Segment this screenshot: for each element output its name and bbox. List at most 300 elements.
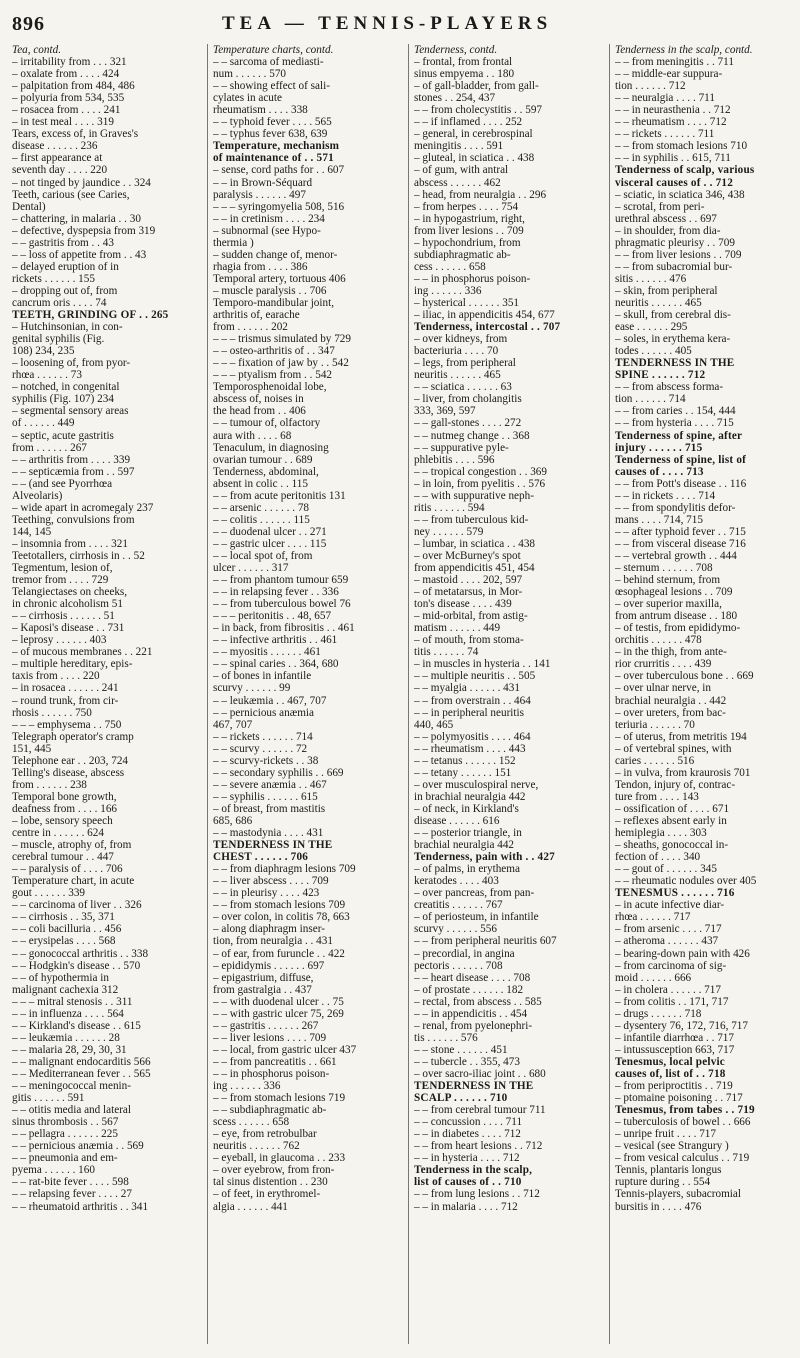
- index-entry: scess . . . . . . 658: [213, 1116, 290, 1129]
- index-entry: – – in Brown-Séquard: [213, 176, 313, 189]
- index-entry: scurvy . . . . . . 556: [414, 923, 497, 936]
- index-entry: Tenderness, abdominal,: [213, 465, 319, 478]
- index-entry: genital syphilis (Fig.: [12, 333, 105, 346]
- index-entry: Temporal bone growth,: [12, 790, 117, 803]
- index-entry: – – from caries . . 154, 444: [615, 405, 736, 418]
- index-entry: – – meningococcal menin-: [12, 1080, 131, 1093]
- index-entry: – epididymis . . . . . . 697: [213, 959, 325, 972]
- index-entry: – rectal, from abscess . . 585: [414, 995, 542, 1008]
- index-entry: – – posterior triangle, in: [414, 827, 522, 840]
- index-entry: rhœa . . . . . . 717: [615, 911, 691, 924]
- index-entry: – – colitis . . . . . . 115: [213, 513, 310, 526]
- index-entry: from . . . . . . 267: [12, 441, 87, 454]
- index-heading: SCALP . . . . . . 710: [414, 1092, 508, 1105]
- index-entry: – segmental sensory areas: [12, 405, 129, 418]
- index-entry: – – – emphysema . . 750: [12, 718, 122, 731]
- index-entry: – – in malaria . . . . 712: [414, 1200, 518, 1213]
- index-entry: – – erysipelas . . . . 568: [12, 935, 116, 948]
- index-entry: neuritis . . . . . . 762: [213, 1140, 300, 1153]
- index-entry: – – with gastric ulcer 75, 269: [213, 1007, 344, 1020]
- index-entry: – in back, from fibrositis . . 461: [213, 622, 355, 635]
- index-entry: – legs, from peripheral: [414, 357, 516, 370]
- index-entry: mans . . . . 714, 715: [615, 513, 703, 526]
- index-entry: – – from stomach lesions 710: [615, 140, 748, 153]
- index-entry: – – from visceral disease 716: [615, 537, 746, 550]
- index-entry: – over ureters, from bac-: [615, 706, 726, 719]
- index-heading: TENDERNESS IN THE: [414, 1080, 534, 1093]
- index-entry: – – rheumatoid arthritis . . 341: [12, 1200, 149, 1213]
- index-entry: 108) 234, 235: [12, 345, 75, 358]
- index-entry: – – subdiaphragmatic ab-: [213, 1104, 327, 1117]
- index-entry: – in the thigh, from ante-: [615, 646, 727, 659]
- index-entry: – of mucous membranes . . 221: [12, 646, 153, 659]
- index-entry: – – – ptyalism from . . 542: [213, 369, 333, 382]
- index-entry: – behind sternum, from: [615, 574, 721, 587]
- index-entry: – – myositis . . . . . . 461: [213, 646, 321, 659]
- index-entry: abscess of, noises in: [213, 393, 304, 406]
- index-entry: pyema . . . . . . 160: [12, 1164, 95, 1177]
- index-entry: – – pneumonia and em-: [12, 1152, 118, 1165]
- index-entry: – – carcinoma of liver . . 326: [12, 899, 142, 912]
- index-entry: – – myalgia . . . . . . 431: [414, 682, 520, 695]
- index-entry: – – from tuberculous kid-: [414, 513, 529, 526]
- index-entry: – – nutmeg change . . 368: [414, 429, 530, 442]
- index-entry: ritis . . . . . . 594: [414, 501, 485, 514]
- index-heading: visceral causes of . . 712: [615, 176, 733, 189]
- index-column-1: [12, 44, 200, 1344]
- index-entry: Tegmentum, lesion of,: [12, 562, 113, 575]
- index-entry: – not tinged by jaundice . . 324: [12, 176, 151, 189]
- index-entry: – of uterus, from metritis 194: [615, 730, 747, 743]
- index-entry: – – – peritonitis . . 48, 657: [213, 610, 332, 623]
- index-entry: – – from heart lesions . . 712: [414, 1140, 543, 1153]
- index-entry: – sense, cord paths for . . 607: [213, 164, 345, 177]
- index-entry: – – in hysteria . . . . 712: [414, 1152, 520, 1165]
- index-entry: – – malaria 28, 29, 30, 31: [12, 1043, 127, 1056]
- index-heading: causes of . . . . 713: [615, 465, 704, 478]
- index-entry: Dental): [12, 200, 46, 213]
- index-entry: rhagia from . . . . 386: [213, 260, 308, 273]
- index-heading: CHEST . . . . . . 706: [213, 851, 309, 864]
- index-entry: – hypochondrium, from: [414, 236, 521, 249]
- index-entry: – – leukæmia . . 467, 707: [213, 694, 327, 707]
- index-entry: brachial neuralgia 442: [414, 839, 515, 852]
- index-entry: – – middle-ear suppura-: [615, 68, 723, 81]
- index-entry: – – if inflamed . . . . 252: [414, 116, 523, 129]
- index-entry: – – – syringomyelia 508, 516: [213, 200, 345, 213]
- index-entry: abscess . . . . . . 462: [414, 176, 501, 189]
- index-entry: sinus thrombosis . . 567: [12, 1116, 119, 1129]
- index-entry: deafness from . . . . 166: [12, 802, 118, 815]
- index-entry: – liver, from cholangitis: [414, 393, 522, 406]
- index-entry: from gastralgia . . 437: [213, 983, 312, 996]
- index-entry: neuritis . . . . . . 465: [615, 296, 702, 309]
- index-entry: – – in influenza . . . . 564: [12, 1007, 124, 1020]
- index-entry: – epigastrium, diffuse,: [213, 971, 314, 984]
- index-entry: – – cirrhosis . . 35, 371: [12, 911, 115, 924]
- index-entry: – – from cerebral tumour 711: [414, 1104, 546, 1117]
- index-entry: from . . . . . . 238: [12, 778, 87, 791]
- index-entry: – – Mediterranean fever . . 565: [12, 1067, 151, 1080]
- index-entry: ovarian tumour . . 689: [213, 453, 313, 466]
- index-entry: – from vesical calculus . . 719: [615, 1152, 750, 1165]
- index-entry: – sheaths, gonococcal in-: [615, 839, 729, 852]
- index-entry: – – heart disease . . . . 708: [414, 971, 531, 984]
- index-entry: – dropping out of, from: [12, 284, 118, 297]
- index-entry: in chronic alcoholism 51: [12, 598, 123, 611]
- index-entry: – – in pleurisy . . . . 423: [213, 887, 320, 900]
- index-entry: – skull, from cerebral dis-: [615, 309, 731, 322]
- index-entry: tis . . . . . . 576: [414, 1031, 478, 1044]
- index-entry: caries . . . . . . 516: [615, 754, 695, 767]
- index-heading: Tenderness in the scalp,: [414, 1164, 533, 1177]
- index-entry: – in test meal . . . . 319: [12, 116, 114, 129]
- index-heading: list of causes of . . 710: [414, 1176, 522, 1189]
- index-entry: – vesical (see Strangury ): [615, 1140, 729, 1153]
- index-entry: – from arsenic . . . . 717: [615, 923, 722, 936]
- continued-heading: Tea, contd.: [12, 44, 61, 56]
- index-entry: – over musculospiral nerve,: [414, 778, 539, 791]
- index-entry: – – concussion . . . . 711: [414, 1116, 523, 1129]
- index-entry: sitis . . . . . . 476: [615, 272, 687, 285]
- index-entry: stones . . 254, 437: [414, 92, 496, 105]
- index-entry: Telephone ear . . 203, 724: [12, 754, 129, 767]
- index-entry: – – scurvy . . . . . . 72: [213, 742, 308, 755]
- index-entry: – head, from neuralgia . . 296: [414, 188, 547, 201]
- index-entry: – of metatarsus, in Mor-: [414, 586, 523, 599]
- index-entry: pectoris . . . . . . 708: [414, 959, 503, 972]
- index-column-4: [615, 44, 800, 1344]
- index-entry: keratodes . . . . 403: [414, 875, 499, 888]
- index-entry: – – after typhoid fever . . 715: [615, 525, 746, 538]
- index-entry: – – from abscess forma-: [615, 381, 724, 394]
- index-entry: ing . . . . . . 336: [213, 1080, 281, 1093]
- index-entry: – – duodenal ulcer . . 271: [213, 525, 327, 538]
- index-entry: – – tumour of, olfactory: [213, 417, 321, 430]
- index-entry: – of neck, in Kirkland's: [414, 802, 519, 815]
- index-entry: – – rickets . . . . . . 711: [615, 128, 715, 141]
- index-entry: – mastoid . . . . 202, 597: [414, 574, 523, 587]
- index-entry: – – sarcoma of mediasti-: [213, 56, 324, 69]
- index-entry: – drugs . . . . . . 718: [615, 1007, 702, 1020]
- index-entry: rupture during . . 554: [615, 1176, 711, 1189]
- index-entry: – – rickets . . . . . . 714: [213, 730, 313, 743]
- index-entry: – – severe anæmia . . 467: [213, 778, 327, 791]
- index-entry: – of bones in infantile: [213, 670, 312, 683]
- index-entry: – – (and see Pyorrhœa: [12, 477, 113, 490]
- index-entry: absent in colic . . 115: [213, 477, 308, 490]
- index-entry: – over pancreas, from pan-: [414, 887, 535, 900]
- index-entry: – over eyebrow, from fron-: [213, 1164, 335, 1177]
- index-entry: – muscle paralysis . . 706: [213, 284, 327, 297]
- index-entry: – – relapsing fever . . . . 27: [12, 1188, 132, 1201]
- index-entry: Alveolaris): [12, 489, 63, 502]
- index-heading: SPINE . . . . . . 712: [615, 369, 706, 382]
- index-entry: cancrum oris . . . . 74: [12, 296, 107, 309]
- index-entry: – over superior maxilla,: [615, 598, 722, 611]
- index-entry: – of palms, in erythema: [414, 863, 520, 876]
- index-entry: – – Hodgkin's disease . . 570: [12, 959, 141, 972]
- index-entry: – septic, acute gastritis: [12, 429, 114, 442]
- index-entry: – over colon, in colitis 78, 663: [213, 911, 350, 924]
- index-entry: – – from tuberculous bowel 76: [213, 598, 351, 611]
- index-entry: centre in . . . . . . 624: [12, 827, 104, 840]
- index-entry: – iliac, in appendicitis 454, 677: [414, 309, 555, 322]
- index-entry: – – arthritis from . . . . 339: [12, 453, 131, 466]
- index-entry: – from colitis . . 171, 717: [615, 995, 729, 1008]
- index-entry: cerebral tumour . . 447: [12, 851, 114, 864]
- index-entry: from liver lesions . . 709: [414, 224, 524, 237]
- index-entry: bursitis in . . . . 476: [615, 1200, 702, 1213]
- index-entry: – – in phosphorus poison-: [213, 1067, 330, 1080]
- index-entry: – along diaphragm inser-: [213, 923, 325, 936]
- index-entry: – rosacea from . . . . 241: [12, 104, 121, 117]
- index-column-3: [414, 44, 602, 1344]
- index-entry: Tennis, plantaris longus: [615, 1164, 722, 1177]
- index-entry: – – scurvy-rickets . . 38: [213, 754, 319, 767]
- index-entry: – – in peripheral neuritis: [414, 706, 524, 719]
- index-entry: – – from overstrain . . 464: [414, 694, 531, 707]
- index-entry: 685, 686: [213, 815, 253, 827]
- index-entry: – – gall-stones . . . . 272: [414, 417, 522, 430]
- index-entry: – general, in cerebrospinal: [414, 128, 533, 141]
- index-heading: Temperature, mechanism: [213, 140, 340, 153]
- index-entry: – round trunk, from cir-: [12, 694, 119, 707]
- index-entry: – – from pancreatitis . . 661: [213, 1055, 337, 1068]
- index-entry: ture from . . . . 143: [615, 790, 699, 803]
- index-entry: – Kaposi's disease . . 731: [12, 622, 125, 635]
- running-title: TEA — TENNIS-PLAYERS: [222, 13, 553, 34]
- index-entry: – – – trismus simulated by 729: [213, 333, 351, 346]
- index-entry: – defective, dyspepsia from 319: [12, 224, 156, 237]
- index-entry: todes . . . . . . 405: [615, 345, 692, 358]
- index-entry: – – in relapsing fever . . 336: [213, 586, 339, 599]
- index-entry: – – from diaphragm lesions 709: [213, 863, 356, 876]
- index-entry: – eye, from retrobulbar: [213, 1128, 317, 1141]
- index-entry: – muscle, atrophy of, from: [12, 839, 132, 852]
- index-entry: – irritability from . . . 321: [12, 56, 127, 69]
- index-entry: titis . . . . . . 74: [414, 646, 479, 659]
- index-entry: – of gum, with antral: [414, 164, 509, 177]
- index-entry: – ptomaine poisoning . . 717: [615, 1092, 743, 1105]
- index-entry: teriuria . . . . . . 70: [615, 718, 695, 731]
- index-entry: – – in diabetes . . . . 712: [414, 1128, 521, 1141]
- index-entry: ulcer . . . . . . 317: [213, 562, 289, 575]
- index-entry: the head from . . 406: [213, 405, 306, 418]
- index-entry: – sciatic, in sciatica 346, 438: [615, 188, 745, 201]
- page-number: 896: [12, 13, 45, 35]
- index-entry: Teetotallers, cirrhosis in . . 52: [12, 549, 145, 562]
- index-entry: ton's disease . . . . 439: [414, 598, 512, 611]
- index-entry: – – rat-bite fever . . . . 598: [12, 1176, 129, 1189]
- page-header: [0, 0, 800, 36]
- index-columns: [12, 44, 798, 1344]
- index-entry: Tendon, injury of, contrac-: [615, 778, 736, 791]
- index-entry: – notched, in congenital: [12, 381, 120, 394]
- index-entry: – of feet, in erythromel-: [213, 1188, 321, 1201]
- index-entry: – – showing effect of sali-: [213, 80, 330, 93]
- index-entry: – – of hypothermia in: [12, 971, 109, 984]
- index-heading: injury . . . . . . 715: [615, 441, 703, 454]
- index-heading: Tenesmus, from tabes . . 719: [615, 1104, 755, 1117]
- index-entry: – over ulnar nerve, in: [615, 682, 711, 695]
- index-entry: – – from cholecystitis . . 597: [414, 104, 543, 117]
- index-entry: Temperature chart, in acute: [12, 875, 135, 888]
- index-entry: – – multiple neuritis . . 505: [414, 670, 536, 683]
- index-entry: – – in syphilis . . 615, 711: [615, 152, 731, 165]
- index-entry: moid . . . . . . 666: [615, 971, 692, 984]
- index-entry: – – tropical congestion . . 369: [414, 465, 547, 478]
- index-entry: – chattering, in malaria . . 30: [12, 212, 141, 225]
- index-entry: – of breast, from mastitis: [213, 802, 326, 815]
- index-entry: 440, 465: [414, 718, 454, 731]
- index-entry: – in shoulder, from dia-: [615, 224, 721, 237]
- index-entry: – – polymyositis . . . . 464: [414, 730, 531, 743]
- index-entry: – in hypogastrium, right,: [414, 212, 525, 225]
- index-heading: Tenderness, pain with . . 427: [414, 851, 555, 864]
- index-entry: – of vertebral spines, with: [615, 742, 732, 755]
- index-entry: – – vertebral growth . . 444: [615, 549, 737, 562]
- index-entry: disease . . . . . . 236: [12, 140, 98, 153]
- index-entry: – – rheumatic nodules over 405: [615, 875, 757, 888]
- index-entry: – lobe, sensory speech: [12, 815, 113, 827]
- index-entry: taxis from . . . . 220: [12, 670, 100, 683]
- index-entry: – – gonococcal arthritis . . 338: [12, 947, 149, 960]
- index-entry: – frontal, from frontal: [414, 56, 513, 69]
- index-entry: of . . . . . . 449: [12, 417, 75, 430]
- index-entry: – polyuria from 534, 535: [12, 92, 125, 105]
- index-entry: – insomnia from . . . . 321: [12, 537, 128, 550]
- index-entry: – Hutchinsonian, in con-: [12, 321, 123, 334]
- index-entry: – – – mitral stenosis . . 311: [12, 995, 133, 1008]
- index-entry: – – neuralgia . . . . 711: [615, 92, 715, 105]
- index-entry: – – mastodynia . . . . 431: [213, 827, 324, 840]
- index-entry: disease . . . . . . 616: [414, 815, 500, 827]
- index-entry: – – malignant endocarditis 566: [12, 1055, 151, 1068]
- index-entry: – – – fixation of jaw by . . 542: [213, 357, 349, 370]
- index-entry: – subnormal (see Hypo-: [213, 224, 321, 237]
- index-entry: – in vulva, from kraurosis 701: [615, 766, 751, 779]
- index-entry: tremor from . . . . 729: [12, 574, 109, 587]
- index-entry: – of ear, from furuncle . . 422: [213, 947, 345, 960]
- index-entry: Telegraph operator's cramp: [12, 730, 134, 743]
- index-entry: – delayed eruption of in: [12, 260, 119, 273]
- index-heading: TEETH, GRINDING OF . . 265: [12, 309, 169, 322]
- column-rule: [408, 44, 409, 1344]
- index-column-2: [213, 44, 401, 1344]
- index-entry: ease . . . . . . 295: [615, 321, 688, 334]
- index-entry: algia . . . . . . 441: [213, 1200, 288, 1213]
- index-entry: – – septicæmia from . . 597: [12, 465, 135, 478]
- index-entry: – in loin, from pyelitis . . 576: [414, 477, 546, 490]
- index-entry: – wide apart in acromegaly 237: [12, 501, 154, 514]
- index-entry: – – liver abscess . . . . 709: [213, 875, 329, 888]
- index-entry: aura with . . . . 68: [213, 429, 292, 442]
- index-entry: – – with duodenal ulcer . . 75: [213, 995, 344, 1008]
- index-entry: Temporal artery, tortuous 406: [213, 272, 346, 285]
- index-entry: tal sinus distention . . 230: [213, 1176, 328, 1189]
- index-entry: rior crurritis . . . . 439: [615, 658, 712, 671]
- index-entry: – – local spot of, from: [213, 549, 313, 562]
- index-entry: – infantile diarrhœa . . 717: [615, 1031, 734, 1044]
- index-entry: – – pellagra . . . . . . 225: [12, 1128, 118, 1141]
- index-entry: – – from Pott's disease . . 116: [615, 477, 747, 490]
- index-heading: Tenderness of spine, list of: [615, 453, 747, 466]
- index-entry: – – syphilis . . . . . . 615: [213, 790, 318, 803]
- index-entry: – over tuberculous bone . . 669: [615, 670, 754, 683]
- index-entry: from . . . . . . 202: [213, 321, 288, 334]
- index-entry: œsophageal lesions . . 709: [615, 586, 733, 599]
- index-entry: – from carcinoma of sig-: [615, 959, 727, 972]
- index-entry: rickets . . . . . . 155: [12, 272, 95, 285]
- index-entry: – in acute infective diar-: [615, 899, 725, 912]
- index-entry: – hysterical . . . . . . 351: [414, 296, 520, 309]
- index-entry: – over McBurney's spot: [414, 549, 521, 562]
- index-entry: – – cirrhosis . . . . . . 51: [12, 610, 115, 623]
- index-entry: 333, 369, 597: [414, 405, 476, 418]
- index-entry: – tuberculosis of bowel . . 666: [615, 1116, 751, 1129]
- index-entry: – – typhoid fever . . . . 565: [213, 116, 332, 129]
- index-heading: of maintenance of . . 571: [213, 152, 334, 165]
- index-entry: Temporosphenoidal lobe,: [213, 381, 327, 394]
- index-heading: TENESMUS . . . . . . 716: [615, 887, 735, 900]
- index-entry: in brachial neuralgia 442: [414, 790, 526, 803]
- index-entry: phlebitis . . . . 596: [414, 453, 495, 466]
- index-entry: scurvy . . . . . . 99: [213, 682, 291, 695]
- index-entry: sinus empyema . . 180: [414, 68, 515, 81]
- index-entry: phragmatic pleurisy . . 709: [615, 236, 735, 249]
- index-entry: – mid-orbital, from astig-: [414, 610, 528, 623]
- index-entry: – – paralysis of . . . . 706: [12, 863, 123, 876]
- index-entry: – – infective arthritis . . 461: [213, 634, 338, 647]
- index-entry: – – arsenic . . . . . . 78: [213, 501, 310, 514]
- index-entry: 144, 145: [12, 525, 52, 538]
- index-entry: – reflexes absent early in: [615, 815, 727, 827]
- index-entry: orchitis . . . . . . 478: [615, 634, 702, 647]
- index-entry: – precordial, in angina: [414, 947, 515, 960]
- index-entry: hemiplegia . . . . 303: [615, 827, 707, 840]
- index-entry: – sudden change of, menor-: [213, 248, 338, 261]
- index-entry: – – from stomach lesions 719: [213, 1092, 346, 1105]
- index-entry: – – stone . . . . . . 451: [414, 1043, 508, 1056]
- index-entry: – – pernicious anæmia . . 569: [12, 1140, 144, 1153]
- index-entry: – – from lung lesions . . 712: [414, 1188, 540, 1201]
- index-entry: – atheroma . . . . . . 437: [615, 935, 719, 948]
- index-entry: Tenaculum, in diagnosing: [213, 441, 329, 454]
- index-entry: bacteriuria . . . . 70: [414, 345, 499, 358]
- index-entry: fection of . . . . 340: [615, 851, 701, 864]
- index-entry: tion . . . . . . 714: [615, 393, 686, 406]
- index-entry: urethral abscess . . 697: [615, 212, 717, 225]
- index-entry: thermia ): [213, 236, 254, 249]
- index-entry: – sternum . . . . . . 708: [615, 562, 713, 575]
- index-entry: Teething, convulsions from: [12, 513, 135, 526]
- continued-heading: Tenderness in the scalp, contd.: [615, 44, 753, 56]
- index-entry: – – in appendicitis . . 454: [414, 1007, 528, 1020]
- index-entry: – scrotal, from peri-: [615, 200, 705, 213]
- index-entry: from appendicitis 451, 454: [414, 562, 535, 575]
- index-entry: Telling's disease, abscess: [12, 766, 125, 779]
- index-entry: arthritis of, earache: [213, 309, 300, 322]
- index-entry: Teeth, carious (see Caries,: [12, 188, 130, 201]
- index-entry: – – from stomach lesions 709: [213, 899, 346, 912]
- index-entry: – – leukæmia . . . . . . 28: [12, 1031, 120, 1044]
- index-entry: cylates in acute: [213, 92, 282, 105]
- index-entry: – loosening of, from pyor-: [12, 357, 131, 370]
- index-entry: – soles, in erythema kera-: [615, 333, 731, 346]
- index-entry: – – secondary syphilis . . 669: [213, 766, 344, 779]
- column-rule: [609, 44, 610, 1344]
